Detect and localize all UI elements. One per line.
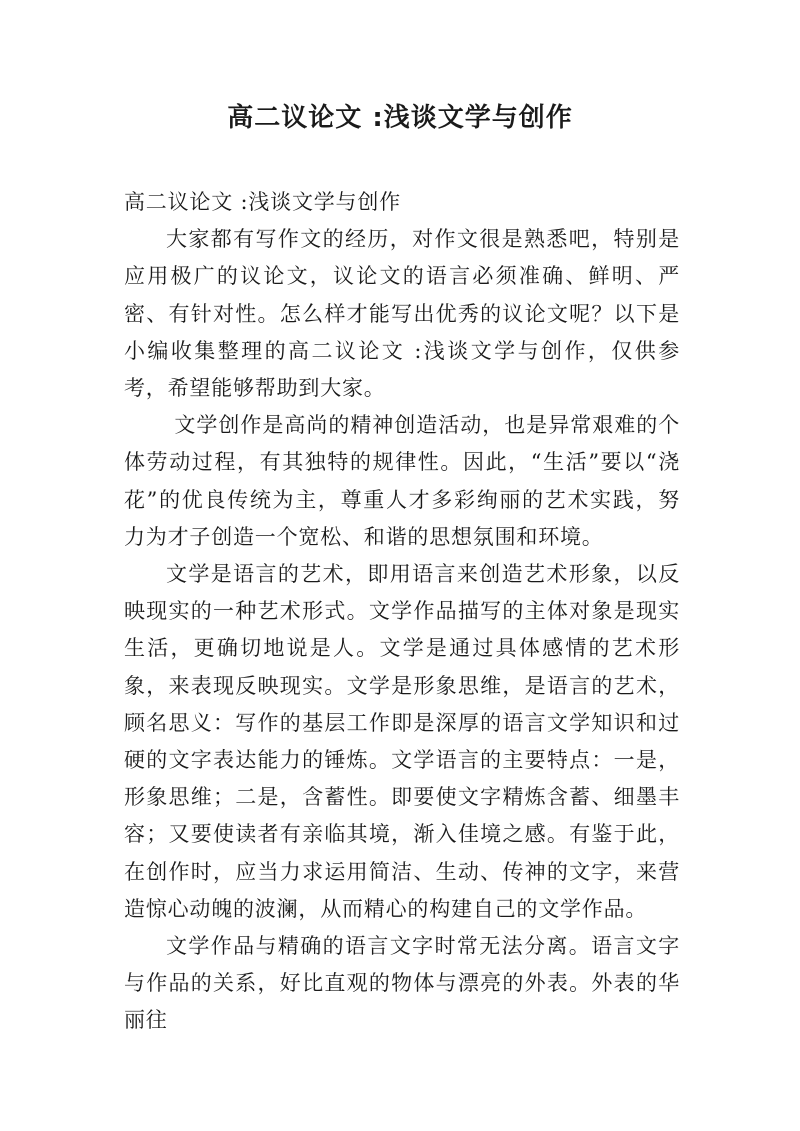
document-title: 高二议论文 :浅谈文学与创作 [227,103,573,133]
paragraph-intro: 大家都有写作文的经历，对作文很是熟悉吧，特别是应用极广的议论文，议论文的语言必须准确、鲜明、严密、有针对性。怎么样才能写出优秀的议论文呢？以下是小编收集整理的高二议论文 :浅谈文学与创作，仅供参考，希望能够帮助到大家。 [124,227,680,401]
paragraph-language-art: 文学是语言的艺术，即用语言来创造艺术形象，以反映现实的一种艺术形式。文学作品描写的主体对象是现实生活，更确切地说是人。文学是通过具体感情的艺术形象，来表现反映现实。文学是形象思维，是语言的艺术，顾名思义：写作的基层工作即是深厚的语言文学知识和过硬的文字表达能力的锤炼。文学语言的主要特点：一是，形象思维；二是，含蓄性。即要使文字精炼含蓄、细墨丰容；又要使读者有亲临其境，渐入佳境之感。有鉴于此，在创作时，应当力求运用简洁、生动、传神的文字，来营造惊心动魄的波澜，从而精心的构建自己的文学作品。 [124,562,680,921]
document-body [124,184,680,1040]
paragraph-creation: 文学创作是高尚的精神创造活动，也是异常艰难的个体劳动过程，有其独特的规律性。因此，“生活”要以“浇花”的优良传统为主，尊重人才多彩绚丽的艺术实践，努力为才子创造一个宽松、和谐的思想氛围和环境。 [124,413,680,549]
document-subtitle: 高二议论文 :浅谈文学与创作 [124,190,401,214]
paragraph-works-and-words: 文学作品与精确的语言文字时常无法分离。语言文字与作品的关系，好比直观的物体与漂亮的外表。外表的华丽往 [124,934,680,1033]
